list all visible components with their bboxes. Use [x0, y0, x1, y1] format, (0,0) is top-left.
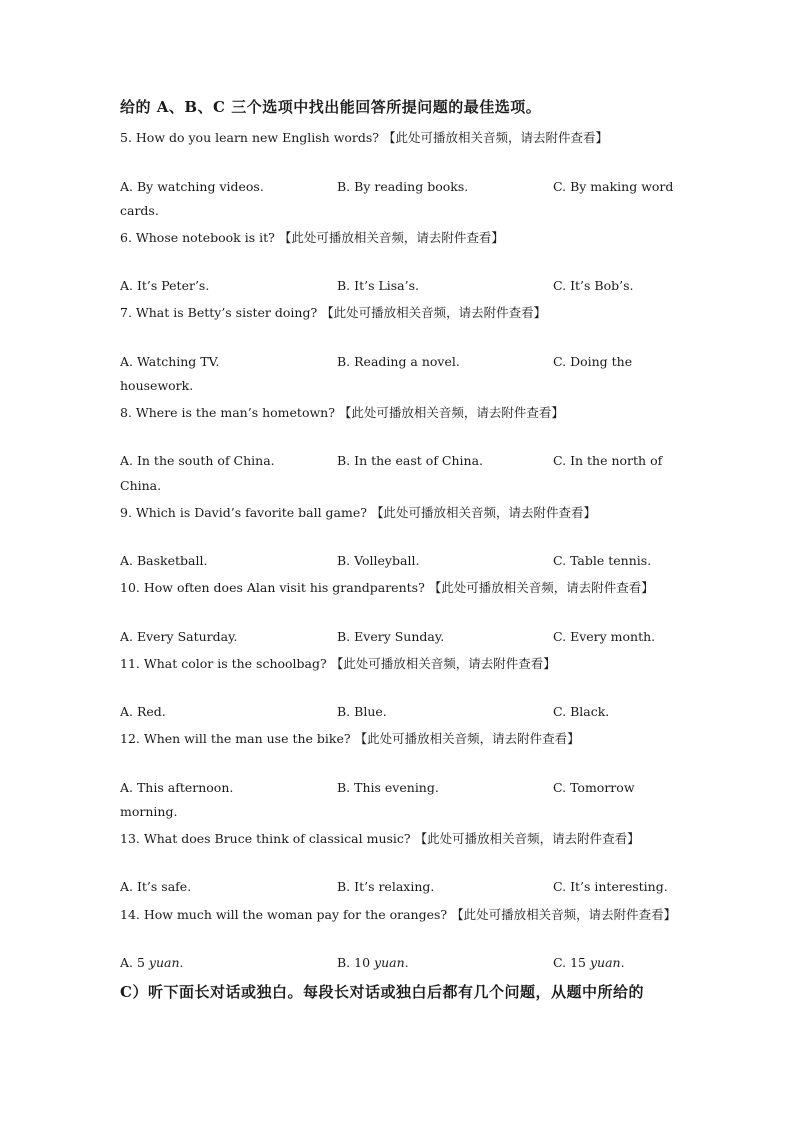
option-b: B. Reading a novel.: [337, 354, 460, 369]
option-b: B. By reading books.: [337, 179, 469, 194]
option-prefix: C. 15: [553, 955, 590, 970]
question-text: 7. What is Betty’s sister doing?: [120, 305, 318, 320]
question-text: 12. When will the man use the bike?: [120, 731, 351, 746]
option-c: C. Doing the: [553, 354, 633, 369]
option-a: A. It’s safe.: [120, 879, 192, 894]
option-c: C. Table tennis.: [553, 553, 652, 568]
option-prefix: B. 10: [337, 955, 375, 970]
question-5: [120, 128, 608, 146]
audio-note: 【此处可播放相关音频，请去附件查看】: [414, 831, 640, 846]
option-c-continuation: housework.: [120, 378, 194, 393]
option-a: A. It’s Peter’s.: [120, 278, 210, 293]
currency-unit: yuan: [374, 955, 405, 970]
option-c: C. It’s interesting.: [553, 879, 668, 894]
option-c: C. Black.: [553, 704, 610, 719]
question-text: 5. How do you learn new English words?: [120, 130, 380, 145]
audio-note: 【此处可播放相关音频，请去附件查看】: [321, 305, 547, 320]
option-c: C. By making word: [553, 179, 674, 194]
option-a: A. This afternoon.: [120, 780, 234, 795]
option-c: [553, 955, 625, 970]
option-b: B. Every Sunday.: [337, 629, 445, 644]
option-b: B. It’s Lisa’s.: [337, 278, 419, 293]
audio-note: 【此处可播放相关音频，请去附件查看】: [354, 731, 580, 746]
question-12: [120, 729, 580, 747]
currency-unit: yuan: [148, 955, 180, 970]
option-a: [120, 955, 184, 970]
option-b: B. It’s relaxing.: [337, 879, 435, 894]
section-c-heading: C）听下面长对话或独白。每段长对话或独白后都有几个问题，从题中所给的: [120, 983, 644, 1001]
audio-note: 【此处可播放相关音频，请去附件查看】: [338, 405, 564, 420]
option-c: C. Every month.: [553, 629, 656, 644]
question-text: 10. How often does Alan visit his grandparents?: [120, 580, 425, 595]
option-b: B. This evening.: [337, 780, 439, 795]
question-10: [120, 578, 654, 596]
audio-note: 【此处可播放相关音频，请去附件查看】: [383, 130, 609, 145]
audio-note: 【此处可播放相关音频，请去附件查看】: [330, 656, 556, 671]
question-text: 11. What color is the schoolbag?: [120, 656, 327, 671]
question-11: [120, 654, 556, 672]
option-c-continuation: morning.: [120, 804, 178, 819]
option-a: A. Basketball.: [120, 553, 208, 568]
audio-note: 【此处可播放相关音频，请去附件查看】: [278, 230, 504, 245]
option-c: C. Tomorrow: [553, 780, 635, 795]
option-prefix: A. 5: [120, 955, 149, 970]
question-13: [120, 829, 640, 847]
question-text: 9. Which is David’s favorite ball game?: [120, 505, 367, 520]
option-c: C. In the north of: [553, 453, 663, 468]
option-a: A. Watching TV.: [120, 354, 220, 369]
option-c-continuation: China.: [120, 478, 162, 493]
question-8: [120, 403, 564, 421]
option-c-continuation: cards.: [120, 203, 159, 218]
option-b: B. Blue.: [337, 704, 387, 719]
question-text: 6. Whose notebook is it?: [120, 230, 275, 245]
section-instruction-heading: 给的 A、B、C 三个选项中找出能回答所提问题的最佳选项。: [120, 98, 542, 116]
question-6: [120, 228, 504, 246]
option-a: A. In the south of China.: [120, 453, 275, 468]
option-b: [337, 955, 409, 970]
option-c: C. It’s Bob’s.: [553, 278, 634, 293]
option-b: B. In the east of China.: [337, 453, 484, 468]
question-14: [120, 905, 676, 923]
audio-note: 【此处可播放相关音频，请去附件查看】: [428, 580, 654, 595]
option-end: .: [179, 955, 184, 970]
option-b: B. Volleyball.: [337, 553, 420, 568]
option-a: A. Red.: [120, 704, 166, 719]
question-7: [120, 303, 546, 321]
question-9: [120, 503, 596, 521]
audio-note: 【此处可播放相关音频，请去附件查看】: [370, 505, 596, 520]
question-text: 14. How much will the woman pay for the oranges?: [120, 907, 448, 922]
option-a: A. By watching videos.: [120, 179, 264, 194]
question-text: 8. Where is the man’s hometown?: [120, 405, 335, 420]
option-end: .: [620, 955, 625, 970]
option-end: .: [404, 955, 409, 970]
currency-unit: yuan: [589, 955, 621, 970]
question-text: 13. What does Bruce think of classical music?: [120, 831, 411, 846]
audio-note: 【此处可播放相关音频，请去附件查看】: [451, 907, 677, 922]
option-a: A. Every Saturday.: [120, 629, 238, 644]
